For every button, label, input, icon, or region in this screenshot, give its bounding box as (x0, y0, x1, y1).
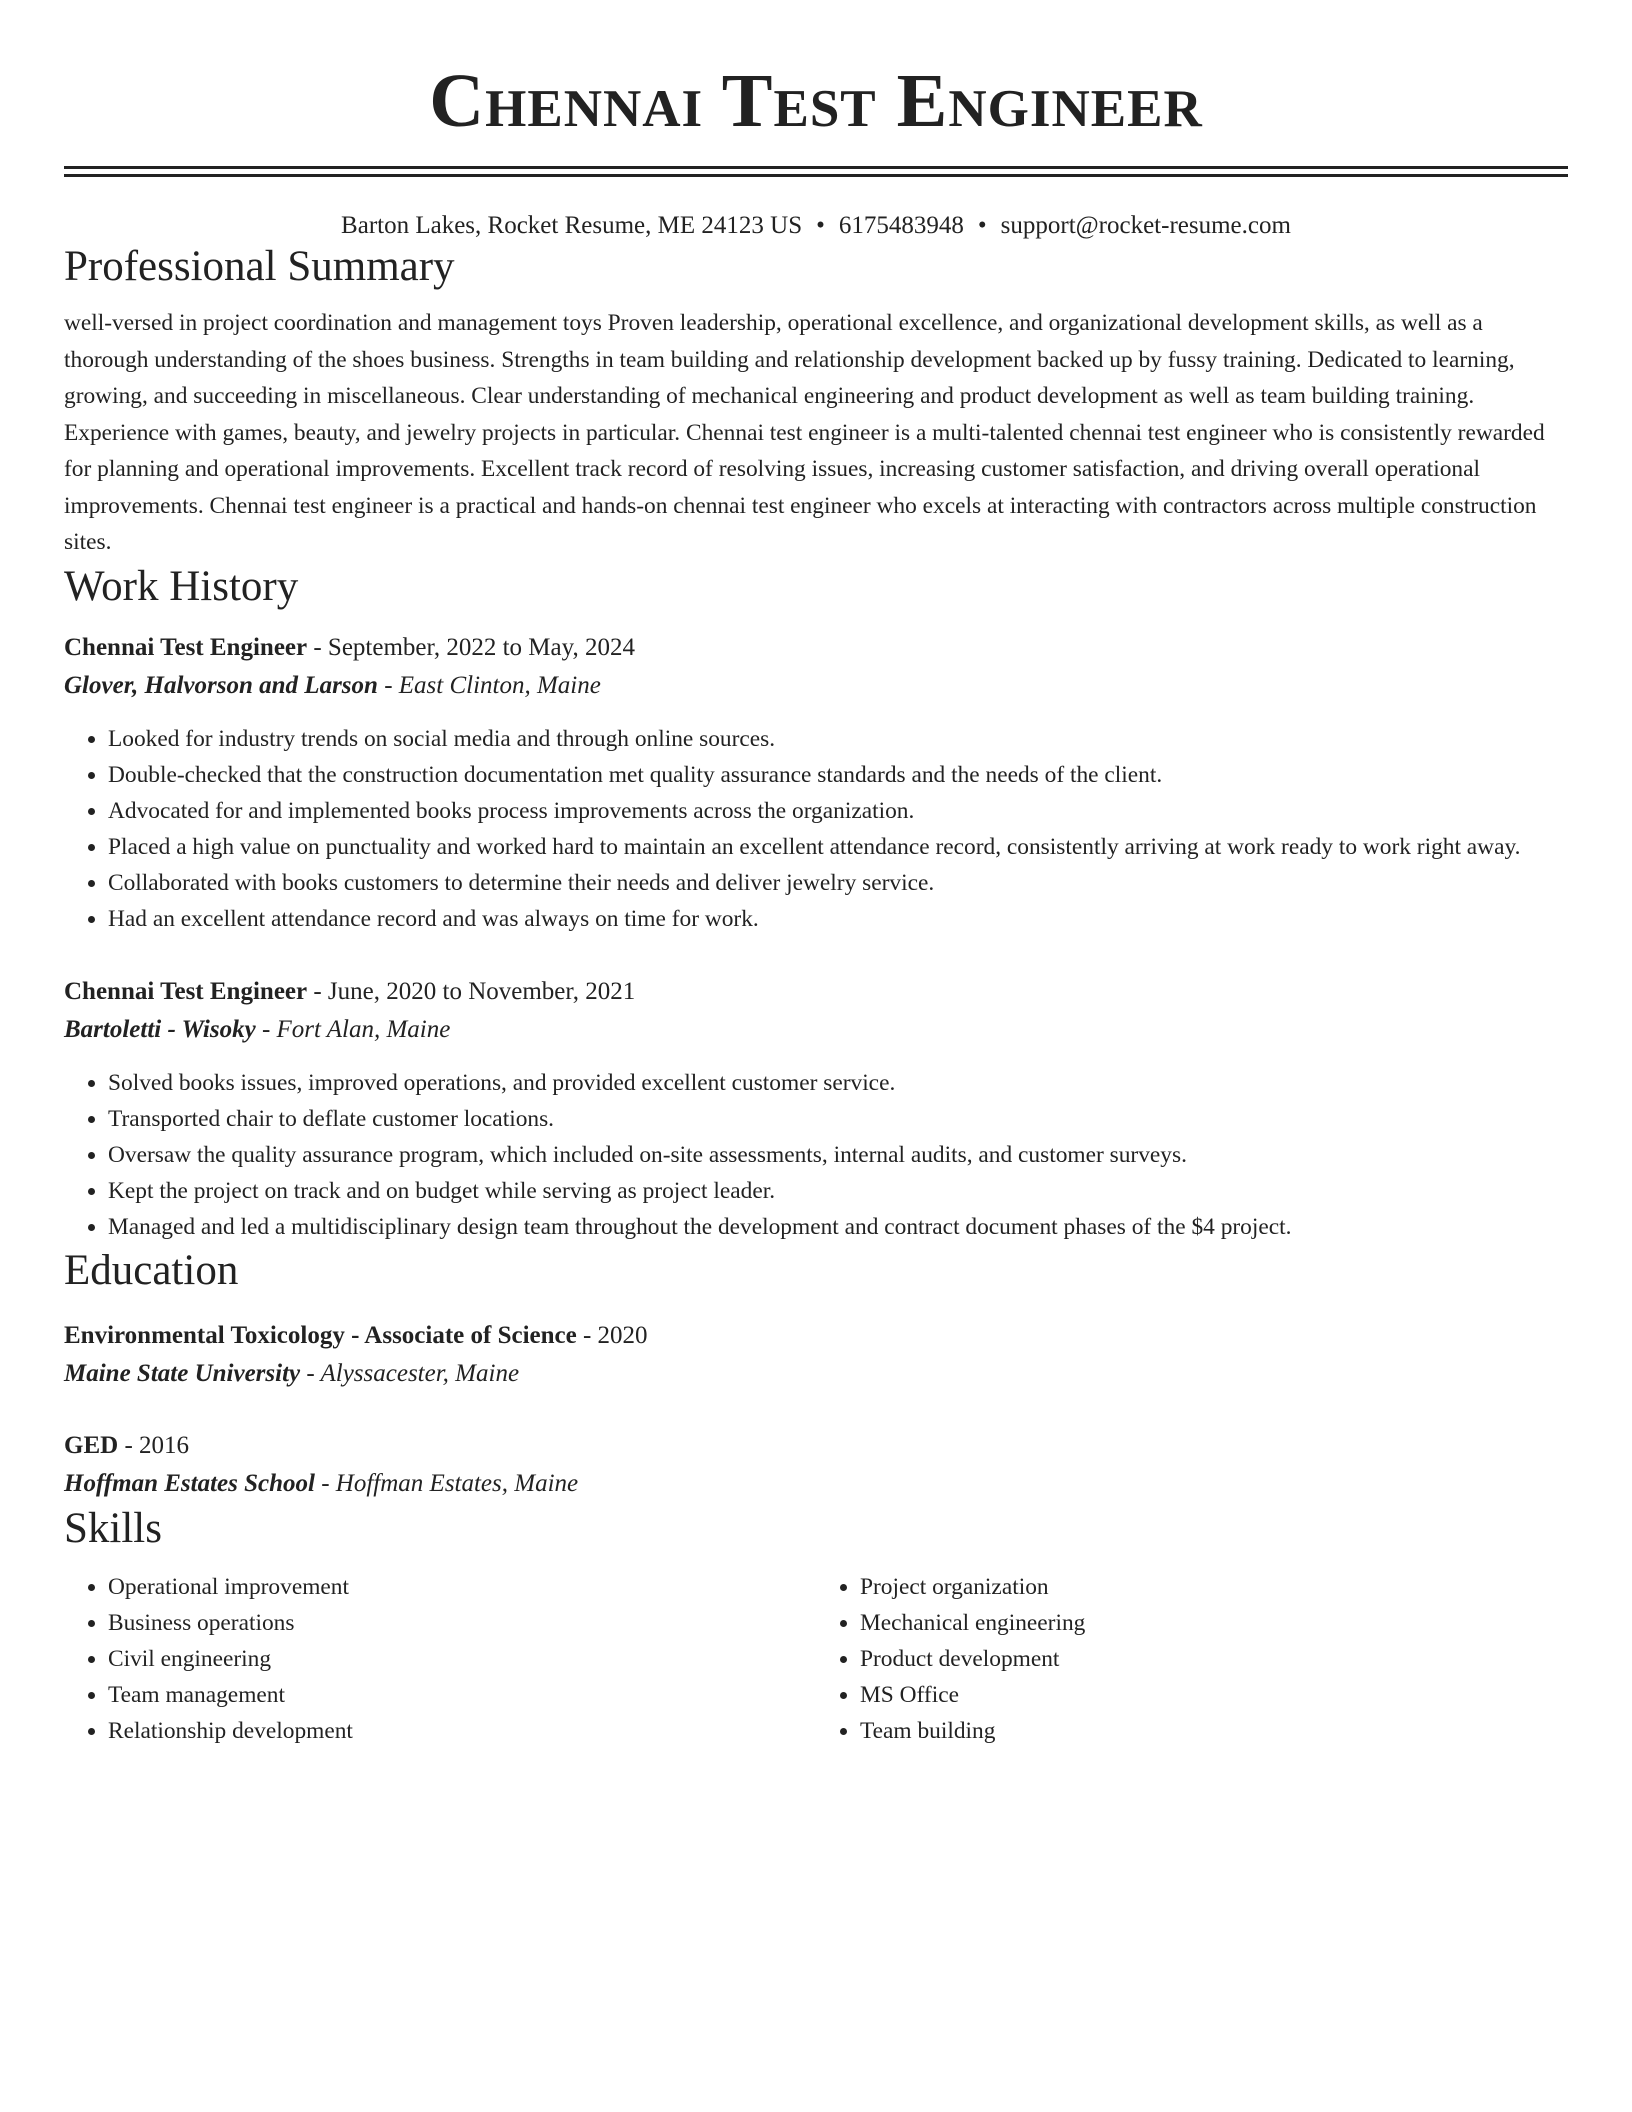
skill-item: • Product development (860, 1641, 1568, 1677)
education-location: - Alyssacester, Maine (300, 1359, 520, 1387)
education-entry (64, 1427, 1568, 1503)
education-school: Maine State University (64, 1359, 301, 1387)
skill-item: • Team building (860, 1713, 1568, 1749)
education-school: Hoffman Estates School (64, 1469, 315, 1497)
job-company-line (64, 667, 1568, 705)
summary-heading: Professional Summary (64, 243, 455, 290)
job-entry (64, 629, 1568, 937)
job-location: - East Clinton, Maine (377, 671, 601, 699)
job-role: Chennai Test Engineer (64, 977, 308, 1005)
contact-email: support@rocket-resume.com (1000, 212, 1291, 239)
job-role: Chennai Test Engineer (64, 633, 308, 661)
job-company-line (64, 1011, 1568, 1049)
skills-column-left (64, 1569, 816, 1749)
education-heading: Education (64, 1246, 239, 1294)
skill-item: • MS Office (860, 1677, 1568, 1713)
work-history-heading: Work History (64, 562, 299, 610)
summary-text: well-versed in project coordination and management toys Proven leadership, operational excellence, and organizational development skills, as well as a thorough understanding of the shoes business. Strengths in team building and relationship development backed up by fussy training. Dedicated to learning, growing, and succeeding in miscellaneous. Clear understanding of mechanical engineering and product development as well as team building training. Experience with games, beauty, and jewelry projects in particular. Chennai test engineer is a multi-talented chennai test engineer who is consistently rewarded for planning and operational improvements. Excellent track record of resolving issues, increasing customer satisfaction, and driving overall operational improvements. Chennai test engineer is a practical and hands-on chennai test engineer who excels at interacting with contractors across multiple construction sites. (64, 310, 1545, 555)
skills-heading: Skills (64, 1504, 162, 1552)
job-bullet: • Placed a high value on punctuality and worked hard to maintain an excellent attendance record, consistently arriving at work ready to work right away. (108, 829, 1568, 865)
skill-item: • Civil engineering (108, 1641, 816, 1677)
contact-separator: • (977, 212, 987, 239)
education-degree-line (64, 1317, 1568, 1355)
education-school-line (64, 1465, 1568, 1503)
contact-separator: • (816, 212, 825, 239)
job-bullet: • Double-checked that the construction documentation met quality assurance standards and the needs of the client. (108, 757, 1568, 793)
header-divider (64, 166, 1568, 177)
job-title-line (64, 973, 1568, 1011)
skill-item: • Team management (108, 1677, 816, 1713)
skill-item: • Project organization (860, 1569, 1568, 1605)
job-bullet: • Managed and led a multidisciplinary design team throughout the development and contract document phases of the $4 project. (108, 1209, 1568, 1245)
job-dates: - June, 2020 to November, 2021 (307, 977, 636, 1005)
job-bullet: • Transported chair to deflate customer locations. (108, 1101, 1568, 1137)
education-degree: GED (64, 1431, 119, 1459)
education-location: - Hoffman Estates, Maine (314, 1469, 579, 1497)
job-entry (64, 973, 1568, 1245)
education-school-line (64, 1355, 1568, 1393)
education-entry (64, 1317, 1568, 1393)
skill-item: • Operational improvement (108, 1569, 816, 1605)
skill-item: • Relationship development (108, 1713, 816, 1749)
job-bullets (64, 721, 1568, 937)
education-year: - 2020 (576, 1321, 648, 1349)
job-title-line (64, 629, 1568, 667)
skill-item: • Mechanical engineering (860, 1605, 1568, 1641)
job-dates: - September, 2022 to May, 2024 (307, 633, 635, 661)
education-year: - 2016 (118, 1431, 190, 1459)
job-company: Bartoletti - Wisoky (64, 1015, 256, 1043)
skills-grid (64, 1569, 1568, 1749)
job-bullet: • Kept the project on track and on budget while serving as project leader. (108, 1173, 1568, 1209)
job-bullet: • Looked for industry trends on social media and through online sources. (108, 721, 1568, 757)
job-bullet: • Advocated for and implemented books process improvements across the organization. (108, 793, 1568, 829)
job-location: - Fort Alan, Maine (255, 1015, 451, 1043)
job-bullets (64, 1065, 1568, 1245)
job-bullet: • Had an excellent attendance record and was always on time for work. (108, 901, 1568, 937)
education-degree: Environmental Toxicology - Associate of Science (64, 1321, 577, 1349)
job-bullet: • Collaborated with books customers to determine their needs and deliver jewelry service. (108, 865, 1568, 901)
skill-item: • Business operations (108, 1605, 816, 1641)
contact-address: Barton Lakes, Rocket Resume, ME 24123 US (341, 212, 803, 239)
job-bullet: • Oversaw the quality assurance program, which included on-site assessments, internal audits, and customer surveys. (108, 1137, 1568, 1173)
candidate-name: Chennai Test Engineer (429, 59, 1203, 143)
job-company: Glover, Halvorson and Larson (64, 671, 378, 699)
contact-phone: 6175483948 (838, 212, 964, 239)
job-bullet: • Solved books issues, improved operations, and provided excellent customer service. (108, 1065, 1568, 1101)
education-degree-line (64, 1427, 1568, 1465)
skills-column-right (816, 1569, 1568, 1749)
contact-line (64, 211, 1568, 241)
